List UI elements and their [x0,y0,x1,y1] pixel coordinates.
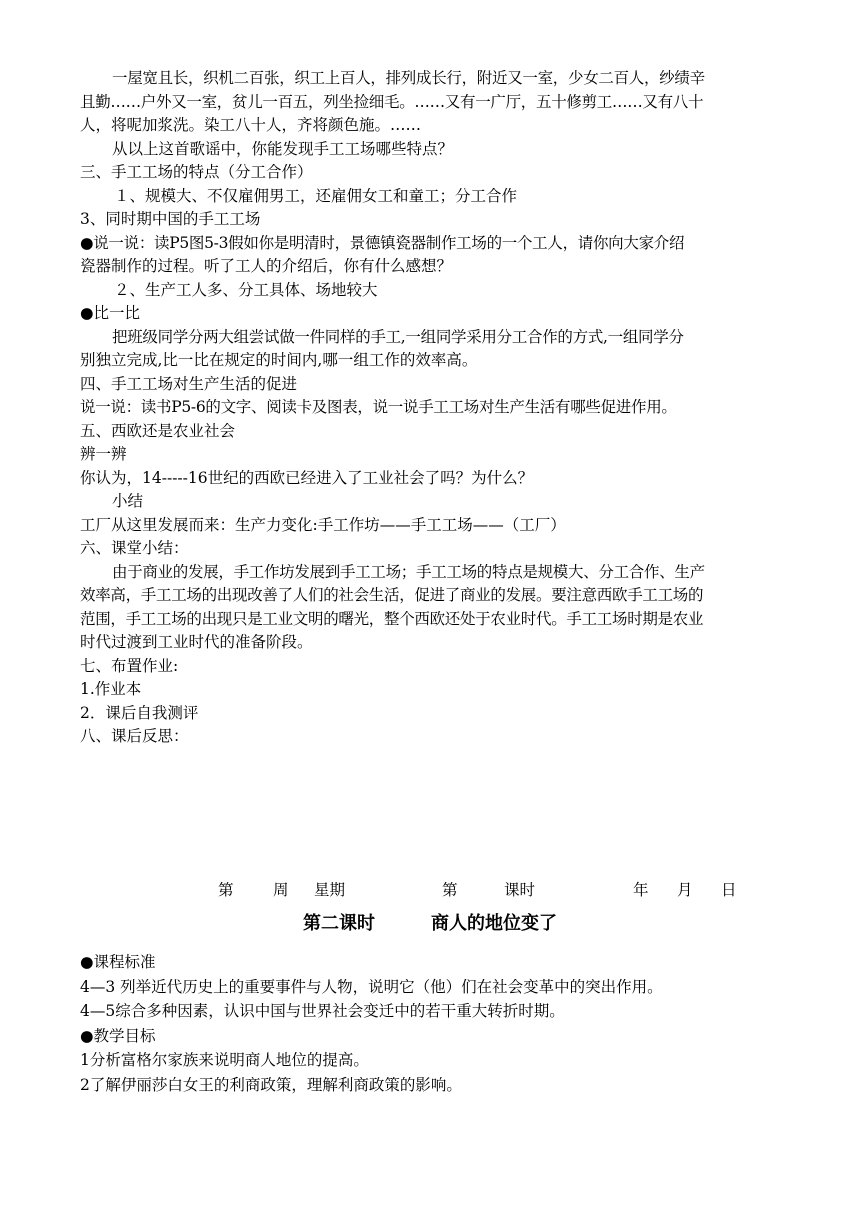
schedule-di: 第 [442,881,458,899]
goal-item: 1分析富格尔家族来说明商人地位的提高。 [80,1051,369,1069]
goals-title: ●教学目标 [80,1026,156,1045]
lesson-number: 第二课时 [303,913,375,934]
lesson-title [0,910,860,938]
goal-item: 2了解伊丽莎白女王的利商政策，理解利商政策的影响。 [80,1075,462,1094]
standard-item: 4—3 列举近代历史上的重要事件与人物，说明它（他）们在社会变革中的突出作用。 [80,977,663,996]
poem-line: 且勤……户外又一室，贫儿一百五，列坐捡细毛。……又有一广厅，五十修剪工……又有八十 [80,92,704,111]
summary-paragraph-line: 由于商业的发展，手工作坊发展到手工工场；手工工场的特点是规模大、分工合作、生产 [112,562,705,581]
schedule-week: 周 [273,881,289,899]
feature-item: １、规模大、不仅雇佣男工，还雇佣女工和童工；分工合作 [114,186,518,205]
lesson-body-upper [80,67,785,749]
section-heading: 五、西欧还是农业社会 [80,421,236,440]
activity-text: 瓷器制作的过程。听了工人的介绍后，你有什么感想？ [80,257,453,275]
question-text: 你认为，14-----16世纪的西欧已经进入了工业社会了吗？为什么？ [80,468,534,487]
homework-item: 2．课后自我测评 [80,703,199,722]
activity-text: ●说一说：读P5图5-3假如你是明清时，景德镇瓷器制作工场的一个工人，请你向大家介绍 [80,233,685,252]
question-text: 从以上这首歌谣中，你能发现手工工场哪些特点？ [112,139,454,158]
section-heading: 八、课后反思： [80,727,189,745]
feature-item: ２、生产工人多、分工具体、场地较大 [114,280,378,299]
schedule-period: 课时 [504,881,536,899]
poem-line: 一屋宽且长，织机二百张，织工上百人，排列成长行，附近又一室，少女二百人，纱绩辛 [112,69,705,87]
schedule-day: 日 [721,881,737,899]
schedule-year: 年 [633,881,649,899]
section-heading: 六、课堂小结： [80,539,189,557]
homework-item: 1.作业本 [80,680,142,698]
schedule-month: 月 [677,881,693,899]
section-heading: 四、手工工场对生产生活的促进 [80,374,298,393]
summary-paragraph-line: 时代过渡到工业时代的准备阶段。 [80,633,313,651]
standards-title: ●课程标准 [80,953,156,971]
activity-text: 把班级同学分两大组尝试做一件同样的手工,一组同学采用分工合作的方式,一组同学分 [112,327,684,346]
activity-title: ●比一比 [80,304,141,322]
poem-line: 人，将呢加浆洗。染工八十人，齐将颜色施。…… [80,116,422,134]
summary-title: 小结 [112,492,144,510]
summary-paragraph-line: 范围，手工工场的出现只是工业文明的曙光，整个西欧还处于农业时代。手工工场时期是农业 [80,609,704,628]
summary-text: 工厂从这里发展而来：生产力变化:手工作坊——手工工场——（工厂） [80,515,566,534]
section-heading: 七、布置作业: [80,656,179,675]
section-heading: 三、手工工场的特点（分工合作） [80,163,313,181]
schedule-di: 第 [218,881,234,899]
activity-text: 别独立完成,比一比在规定的时间内,哪一组工作的效率高。 [80,351,478,369]
lesson-body-lower [80,950,785,1097]
activity-text: 说一说：读书P5-6的文字、阅读卡及图表，说一说手工工场对生产生活有哪些促进作用。 [80,398,677,416]
schedule-line [0,878,860,902]
standard-item: 4—5综合多种因素，认识中国与世界社会变迁中的若干重大转折时期。 [80,1002,565,1020]
lesson-name: 商人的地位变了 [431,913,557,934]
subsection-heading: 3、同时期中国的手工工场 [80,210,261,228]
schedule-weekday: 星期 [314,881,346,899]
summary-paragraph-line: 效率高，手工工场的出现改善了人们的社会生活，促进了商业的发展。要注意西欧手工工场的 [80,586,704,604]
activity-title: 辨一辨 [80,445,127,463]
